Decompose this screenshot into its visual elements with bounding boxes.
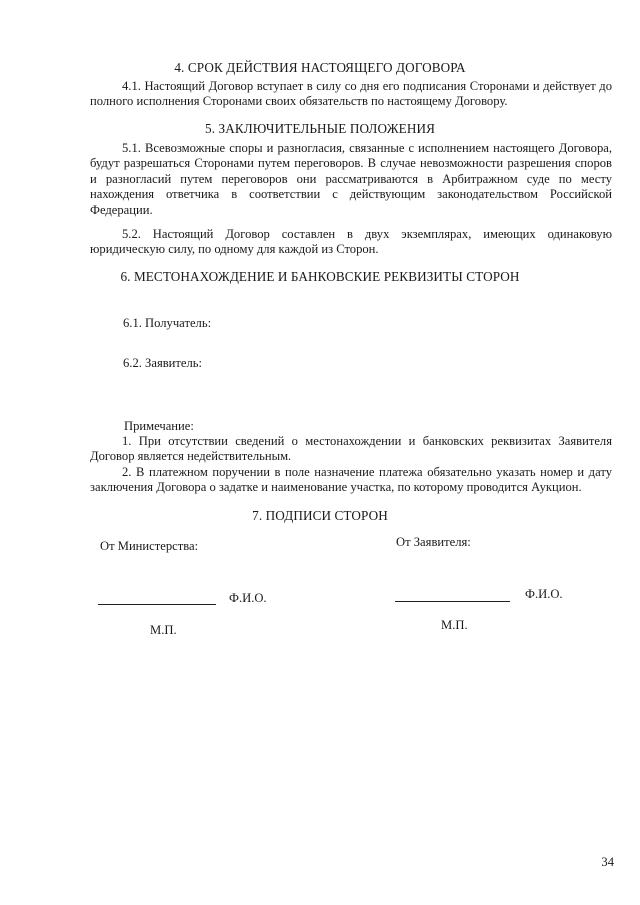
recipient-label: 6.1. Получатель: [123, 316, 212, 330]
clause-5-2 [90, 227, 612, 258]
section-7-heading: 7. ПОДПИСИ СТОРОН [252, 508, 388, 523]
clause-4-1-text: 4.1. Настоящий Договор вступает в силу со дня его подписания Сторонами и действует до полного исполнения Сторонами своих обязательств по настоящему Договору. [90, 79, 612, 109]
applicant-label: 6.2. Заявитель: [123, 356, 203, 370]
ministry-stamp-label: М.П. [150, 623, 177, 637]
clause-5-1 [90, 141, 612, 218]
ministry-signature-line [98, 604, 216, 605]
section-6-heading: 6. МЕСТОНАХОЖДЕНИЕ И БАНКОВСКИЕ РЕКВИЗИТЫ СТОРОН [120, 269, 520, 284]
section-4-heading: 4. СРОК ДЕЙСТВИЯ НАСТОЯЩЕГО ДОГОВОРА [174, 60, 466, 75]
applicant-party-label: От Заявителя: [396, 535, 471, 549]
page-number: 34 [601, 855, 614, 869]
applicant-signature-line [395, 601, 510, 602]
ministry-fio-label: Ф.И.О. [229, 591, 267, 605]
note-2-text: 2. В платежном поручении в поле назначение платежа обязательно указать номер и дату заключения Договора о задатке и наименование участка, по которому проводится Аукцион. [90, 465, 612, 495]
note-title: Примечание: [124, 419, 194, 433]
note-1-text: 1. При отсутствии сведений о местонахождении и банковских реквизитах Заявителя Договор является недействительным. [90, 434, 612, 464]
applicant-fio-label: Ф.И.О. [525, 587, 563, 601]
clause-4-1 [90, 79, 612, 110]
section-5-heading: 5. ЗАКЛЮЧИТЕЛЬНЫЕ ПОЛОЖЕНИЯ [205, 121, 435, 136]
clause-5-1-text: 5.1. Всевозможные споры и разногласия, связанные с исполнением настоящего Договора, будут разрешаться Сторонами путем переговоров. В случае невозможности разрешения споров и разногласий путем переговоров они рассматриваются в Арбитражном суде по месту нахождения ответчика в соответствии с действующим законодательством Российской Федерации. [90, 141, 612, 217]
note-1 [90, 434, 612, 465]
applicant-stamp-label: М.П. [441, 618, 468, 632]
note-2 [90, 465, 612, 496]
ministry-party-label: От Министерства: [100, 539, 199, 553]
clause-5-2-text: 5.2. Настоящий Договор составлен в двух экземплярах, имеющих одинаковую юридическую силу, по одному для каждой из Сторон. [90, 227, 612, 257]
